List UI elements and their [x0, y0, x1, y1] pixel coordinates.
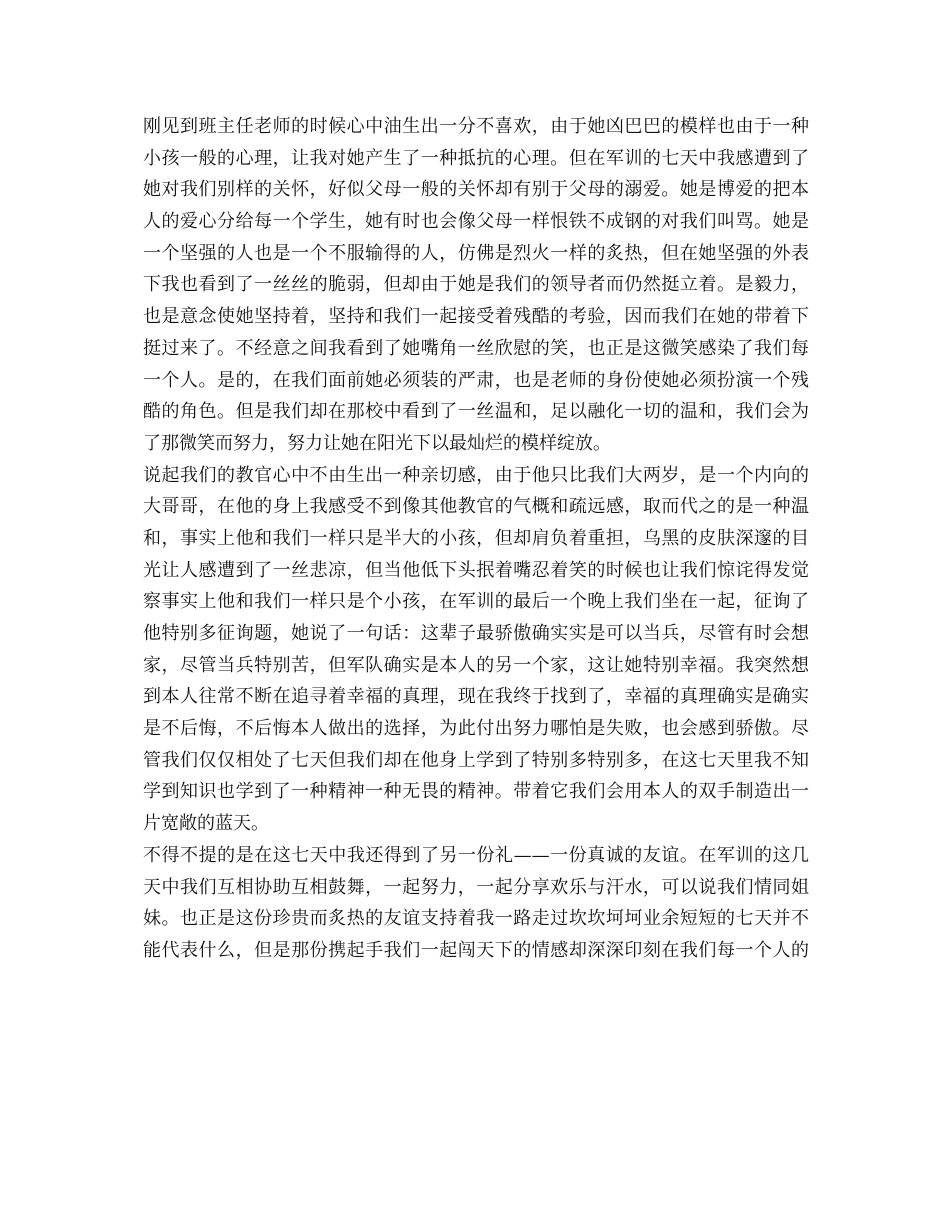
- text-line: 天中我们互相协助互相鼓舞，一起努力，一起分享欢乐与汗水，可以说我们情同姐: [143, 876, 809, 898]
- body-text: [143, 111, 809, 967]
- text-line: 能代表什么，但是那份携起手我们一起闯天下的情感却深深印刻在我们每一个人的: [143, 939, 809, 961]
- text-line: 妹。也正是这份珍贵而炙热的友谊支持着我一路走过坎坎坷坷业余短短的七天并不: [143, 908, 809, 930]
- text-line: 她对我们别样的关怀，好似父母一般的关怀却有别于父母的溺爱。她是博爱的把本: [143, 179, 809, 201]
- text-line: 是不后悔，不后悔本人做出的选择，为此付出努力哪怕是失败，也会感到骄傲。尽: [143, 718, 809, 740]
- text-line: 了那微笑而努力，努力让她在阳光下以最灿烂的模样绽放。: [143, 432, 611, 454]
- text-line: 管我们仅仅相处了七天但我们却在他身上学到了特别多特别多，在这七天里我不知: [143, 749, 809, 771]
- text-line: 刚见到班主任老师的时候心中油生出一分不喜欢，由于她凶巴巴的模样也由于一种: [143, 116, 809, 137]
- text-line: 大哥哥，在他的身上我感受不到像其他教官的气概和疏远感，取而代之的是一种温: [143, 496, 809, 518]
- text-line: 挺过来了。不经意之间我看到了她嘴角一丝欣慰的笑，也正是这微笑感染了我们每: [143, 337, 809, 359]
- text-line: 也是意念使她坚持着，坚持和我们一起接受着残酷的考验，因而我们在她的带着下: [143, 306, 809, 328]
- text-line: 和，事实上他和我们一样只是半大的小孩，但却肩负着重担，乌黑的皮肤深邃的目: [143, 527, 809, 549]
- text-line: 说起我们的教官心中不由生出一种亲切感，由于他只比我们大两岁，是一个内向的: [143, 464, 809, 486]
- text-line: 家，尽管当兵特别苦，但军队确实是本人的另一个家，这让她特别幸福。我突然想: [143, 654, 809, 676]
- text-line: 光让人感遭到了一丝悲凉，但当他低下头抿着嘴忍着笑的时候也让我们惊诧得发觉: [143, 559, 809, 581]
- text-line: 一个坚强的人也是一个不服输得的人，仿佛是烈火一样的炙热，但在她坚强的外表: [143, 242, 809, 264]
- text-line: 一个人。是的，在我们面前她必须装的严肃，也是老师的身份使她必须扮演一个残: [143, 369, 809, 391]
- text-line: 酷的角色。但是我们却在那校中看到了一丝温和，足以融化一切的温和，我们会为: [143, 401, 809, 423]
- text-line: 他特别多征询题，她说了一句话：这辈子最骄傲确实实是可以当兵，尽管有时会想: [143, 623, 809, 644]
- text-line: 到本人往常不断在追寻着幸福的真理，现在我终于找到了，幸福的真理确实是确实: [143, 686, 809, 708]
- text-line: 小孩一般的心理，让我对她产生了一种抵抗的心理。但在军训的七天中我感遭到了: [143, 147, 809, 169]
- text-line: 察事实上他和我们一样只是个小孩，在军训的最后一个晚上我们坐在一起，征询了: [143, 591, 809, 613]
- text-line: 不得不提的是在这七天中我还得到了另一份礼——一份真诚的友谊。在军训的这几: [143, 844, 809, 866]
- text-line: 片宽敞的蓝天。: [143, 813, 269, 835]
- text-line: 下我也看到了一丝丝的脆弱，但却由于她是我们的领导者而仍然挺立着。是毅力，: [143, 274, 809, 296]
- text-line: 人的爱心分给每一个学生，她有时也会像父母一样恨铁不成钢的对我们叫骂。她是: [143, 211, 809, 233]
- text-line: 学到知识也学到了一种精神一种无畏的精神。带着它我们会用本人的双手制造出一: [143, 781, 809, 803]
